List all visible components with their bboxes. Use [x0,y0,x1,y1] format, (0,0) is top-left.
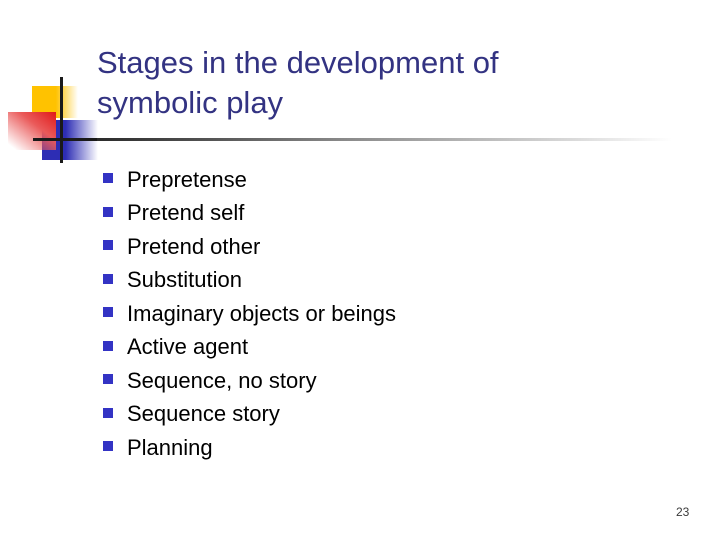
bullet-text: Pretend self [127,200,245,226]
page-number: 23 [676,505,690,519]
crosshair-horizontal-line [33,138,97,141]
list-item [103,398,396,432]
bullet-square-icon [103,240,113,250]
list-item [103,163,396,197]
title-underline-gradient-line [33,138,672,141]
accent-red-square [8,112,56,150]
list-item [103,230,396,264]
bullet-text: Prepretense [127,166,247,192]
bullet-text: Substitution [127,267,242,293]
bullet-square-icon [103,207,113,217]
list-item [103,364,396,398]
bullet-square-icon [103,274,113,284]
bullet-text: Pretend other [127,233,261,259]
bullet-square-icon [103,441,113,451]
list-item [103,197,396,231]
bullet-square-icon [103,307,113,317]
list-item [103,264,396,298]
list-item [103,431,396,465]
bullet-square-icon [103,341,113,351]
slide-title: Stages in the development of symbolic play [97,45,499,120]
bullet-text: Active agent [127,334,249,360]
bullet-square-icon [103,173,113,183]
bullet-text: Sequence, no story [127,367,317,393]
bullet-text: Imaginary objects or beings [127,300,397,326]
bullet-square-icon [103,408,113,418]
crosshair-vertical-line [60,77,63,163]
bullet-square-icon [103,374,113,384]
bullet-text: Sequence story [127,401,280,427]
list-item [103,331,396,365]
bullet-text: Planning [127,434,213,460]
list-item [103,297,396,331]
bullet-list [103,163,396,465]
